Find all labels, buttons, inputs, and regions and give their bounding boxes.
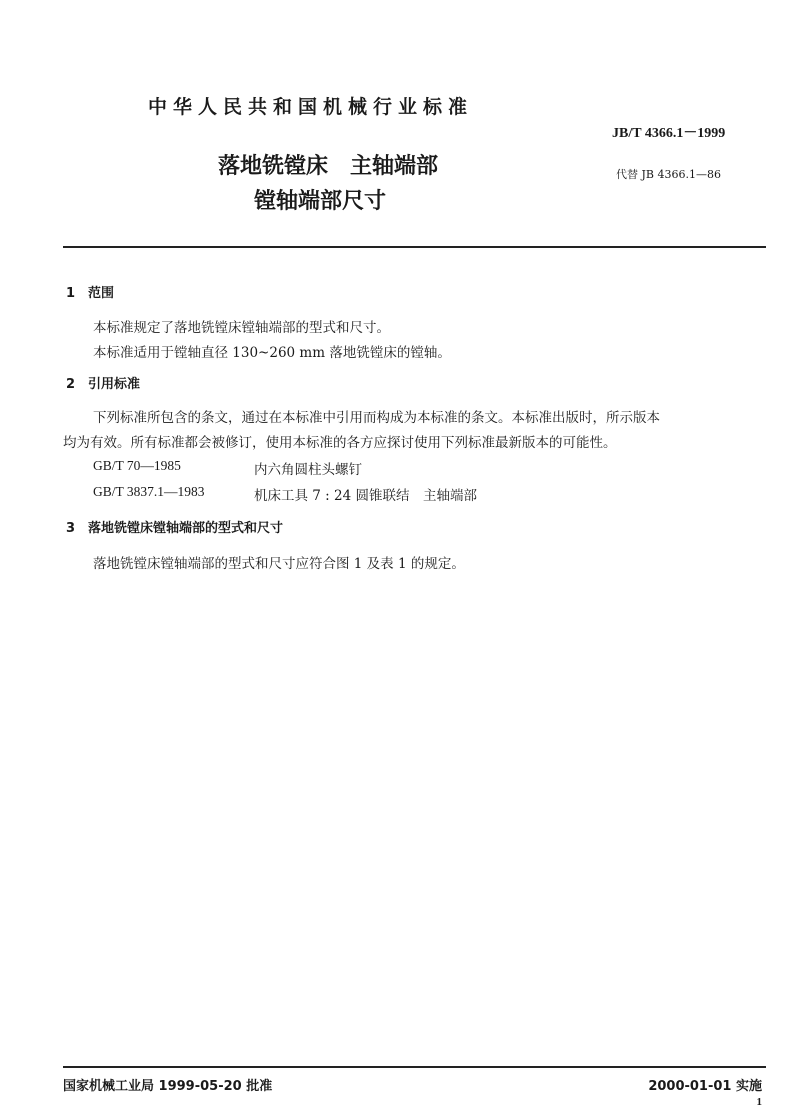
section-2-paragraph-line-2: 均为有效。所有标准都会被修订，使用本标准的各方应探讨使用下列标准最新版本的可能性。 (63, 435, 617, 451)
section-number: 1 (66, 286, 76, 301)
title-component: 主轴端部 (350, 154, 439, 179)
reference-code: GB/T 70—1985 (93, 458, 181, 473)
issuing-body-title: 中华人民共和国机械行业标准 (148, 96, 474, 118)
document-title-line-2: 镗轴端部尺寸 (254, 189, 387, 214)
page-number: 1 (756, 1096, 762, 1108)
reference-code: GB/T 3837.1—1983 (93, 484, 205, 499)
header-divider (63, 246, 766, 248)
document-title-line-1 (218, 149, 438, 180)
section-title: 引用标准 (88, 377, 141, 392)
section-title: 范围 (88, 286, 115, 301)
section-1-paragraph-1: 本标准规定了落地铣镗床镗轴端部的型式和尺寸。 (93, 320, 390, 336)
effective-date-note: 2000-01-01 实施 (648, 1079, 762, 1094)
section-number: 3 (66, 521, 76, 536)
section-1-heading (66, 282, 114, 301)
section-number: 2 (66, 377, 76, 392)
section-title: 落地铣镗床镗轴端部的型式和尺寸 (88, 521, 284, 536)
reference-title: 内六角圆柱头螺钉 (254, 462, 362, 478)
approval-note: 国家机械工业局 1999-05-20 批准 (63, 1079, 273, 1094)
replaces-standard: 代替 JB 4366.1—86 (616, 168, 721, 181)
section-2-paragraph-line-1: 下列标准所包含的条文，通过在本标准中引用而构成为本标准的条文。本标准出版时，所示版本 (93, 410, 660, 426)
title-machine-name: 落地铣镗床 (218, 154, 329, 179)
section-2-heading (66, 373, 140, 392)
standard-number: JB/T 4366.1－1999 (612, 126, 726, 141)
section-1-paragraph-2: 本标准适用于镗轴直径 130~260 mm 落地铣镗床的镗轴。 (93, 345, 451, 361)
section-3-heading (66, 517, 283, 536)
footer-divider (63, 1066, 766, 1068)
reference-title: 机床工具 7 : 24 圆锥联结 主轴端部 (254, 488, 477, 504)
section-3-paragraph-1: 落地铣镗床镗轴端部的型式和尺寸应符合图 1 及表 1 的规定。 (93, 556, 465, 572)
